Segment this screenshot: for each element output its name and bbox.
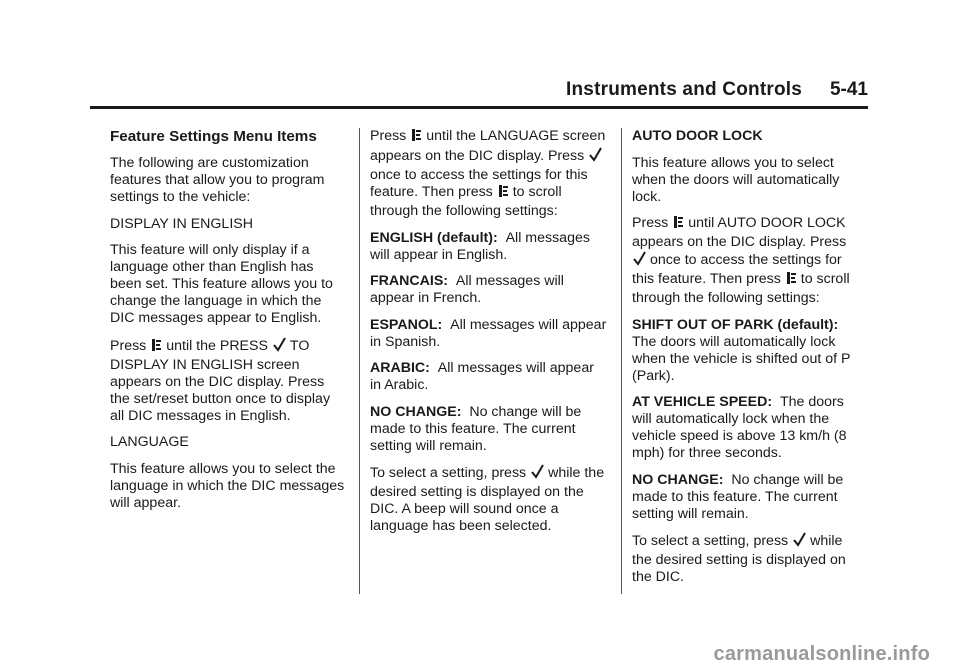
checkmark-icon: [633, 251, 646, 271]
language-option-no-change: NO CHANGE: No change will be made to this feature. The current setting will remain.: [370, 403, 582, 454]
language-select-instructions: To select a setting, press while the desired setting is displayed on the DIC. A beep will sound once a language has been selected.: [370, 465, 605, 534]
section-title: Instruments and Controls: [566, 79, 802, 100]
auto-door-lock-heading: AUTO DOOR LOCK: [632, 128, 763, 144]
dic-menu-icon: [411, 128, 422, 147]
dic-menu-icon: [786, 271, 797, 290]
language-instructions: Press until the LANGUAGE screen appears on the DIC display. Press once to access the settings for this feature. Then press to scroll through the following settings:: [370, 128, 606, 219]
checkmark-icon: [273, 337, 286, 357]
autolock-option-shift-out-of-park: SHIFT OUT OF PARK (default): The doors will automatically lock when the vehicle is shifted out of P (Park).: [632, 316, 851, 384]
checkmark-icon: [531, 464, 544, 484]
dic-menu-icon: [151, 338, 162, 357]
autolock-option-at-vehicle-speed: AT VEHICLE SPEED: The doors will automatically lock when the vehicle speed is above 13 km/h (8 mph) for three seconds.: [632, 394, 847, 461]
language-heading: LANGUAGE: [110, 434, 189, 450]
language-option-english: ENGLISH (default): All messages will appear in English.: [370, 229, 590, 263]
page-header: [90, 76, 868, 109]
page-number: 5-41: [829, 79, 868, 100]
column-divider: [359, 128, 360, 594]
display-in-english-description: This feature will only display if a language other than English has been set. This feature allows you to change the language in which the DIC messages appear to English.: [110, 242, 333, 326]
language-description: This feature allows you to select the language in which the DIC messages will appear.: [110, 460, 345, 511]
feature-settings-heading: Feature Settings Menu Items: [110, 128, 317, 145]
intro-paragraph: The following are customization features that allow you to program settings to the vehicle:: [110, 155, 325, 205]
column-1: [110, 128, 346, 521]
watermark: carmanualsonline.info: [713, 643, 930, 665]
language-option-espanol: ESPANOL: All messages will appear in Spanish.: [370, 316, 607, 350]
language-option-francais: FRANCAIS: All messages will appear in French.: [370, 273, 564, 306]
autolock-option-no-change: NO CHANGE: No change will be made to this feature. The current setting will remain.: [632, 471, 844, 522]
column-2: [370, 128, 608, 545]
display-in-english-instructions: Press until the PRESS TO DISPLAY IN ENGLISH screen appears on the DIC display. Press the set/reset button once to display all DIC messages in English.: [110, 337, 331, 424]
language-option-arabic: ARABIC: All messages will appear in Arabic.: [370, 360, 594, 393]
display-in-english-heading: DISPLAY IN ENGLISH: [110, 215, 253, 232]
checkmark-icon: [589, 147, 602, 167]
dic-menu-icon: [498, 184, 509, 203]
auto-door-lock-description: This feature allows you to select when the doors will automatically lock.: [632, 154, 840, 205]
auto-door-lock-instructions: Press until AUTO DOOR LOCK appears on the DIC display. Press once to access the settings for this feature. Then press to scroll through the following settings:: [632, 215, 850, 306]
column-divider: [621, 128, 622, 594]
autolock-select-instructions: To select a setting, press while the desired setting is displayed on the DIC.: [632, 533, 846, 585]
checkmark-icon: [793, 532, 806, 552]
column-3: [632, 128, 864, 596]
dic-menu-icon: [673, 215, 684, 234]
